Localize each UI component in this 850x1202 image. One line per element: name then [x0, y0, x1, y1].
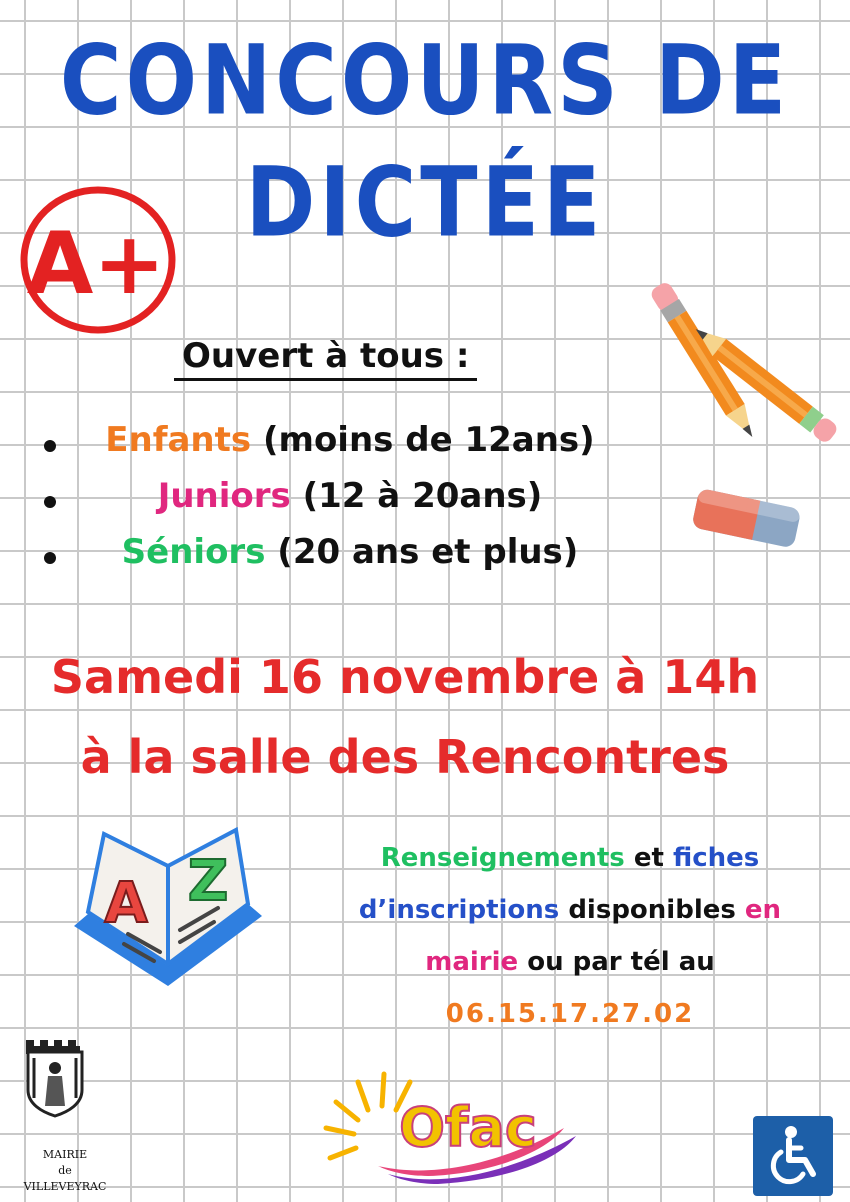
grade-badge-text: A+: [26, 214, 166, 314]
list-item: [40, 420, 660, 476]
poster-title-line-2: DICTÉE: [245, 145, 605, 259]
category-name: Juniors: [157, 476, 291, 516]
category-detail: (moins de 12ans): [251, 420, 595, 460]
category-detail: (20 ans et plus): [265, 532, 579, 572]
information-text: [330, 832, 810, 1040]
open-to-all-heading: Ouvert à tous :: [174, 336, 477, 381]
info-disponibles: disponibles: [559, 895, 745, 925]
logo-text: Ofac: [399, 1096, 537, 1159]
category-list: [40, 420, 660, 588]
phone-number: 06.15.17.27.02: [445, 999, 695, 1029]
event-place: à la salle des Rencontres: [80, 730, 730, 784]
wheelchair-icon: [753, 1116, 833, 1196]
svg-text:A: A: [104, 871, 148, 936]
info-ou-par-tel: ou par tél au: [518, 947, 715, 977]
colorful-logo: [318, 1062, 580, 1188]
category-detail: (12 à 20ans): [290, 476, 543, 516]
info-fiches: fiches: [672, 843, 760, 873]
eraser-icon: [686, 484, 804, 556]
category-name: Enfants: [105, 420, 252, 460]
crest-label-mairie: MAIRIE: [42, 1148, 88, 1161]
info-mairie: mairie: [425, 947, 519, 977]
info-renseignements: Renseignements: [380, 843, 625, 873]
event-date: Samedi 16 novembre à 14h: [50, 650, 760, 704]
category-name: Séniors: [121, 532, 266, 572]
poster-title-line-1: CONCOURS DE: [59, 23, 791, 137]
list-item: [40, 532, 660, 588]
info-et: et: [624, 843, 673, 873]
pencil-icon: [640, 272, 840, 462]
town-crest-icon: [22, 1034, 88, 1118]
svg-text:Z: Z: [187, 849, 229, 914]
grade-a-plus-icon: [18, 178, 183, 338]
wheelchair-accessibility-badge: [753, 1116, 833, 1196]
list-item: [40, 476, 660, 532]
info-en: en: [744, 895, 782, 925]
crest-label-de: de: [58, 1164, 72, 1177]
info-inscriptions: d’inscriptions: [358, 895, 560, 925]
book-a-z-icon: [68, 826, 268, 1006]
crest-label-town: VILLEVEYRAC: [23, 1180, 107, 1193]
